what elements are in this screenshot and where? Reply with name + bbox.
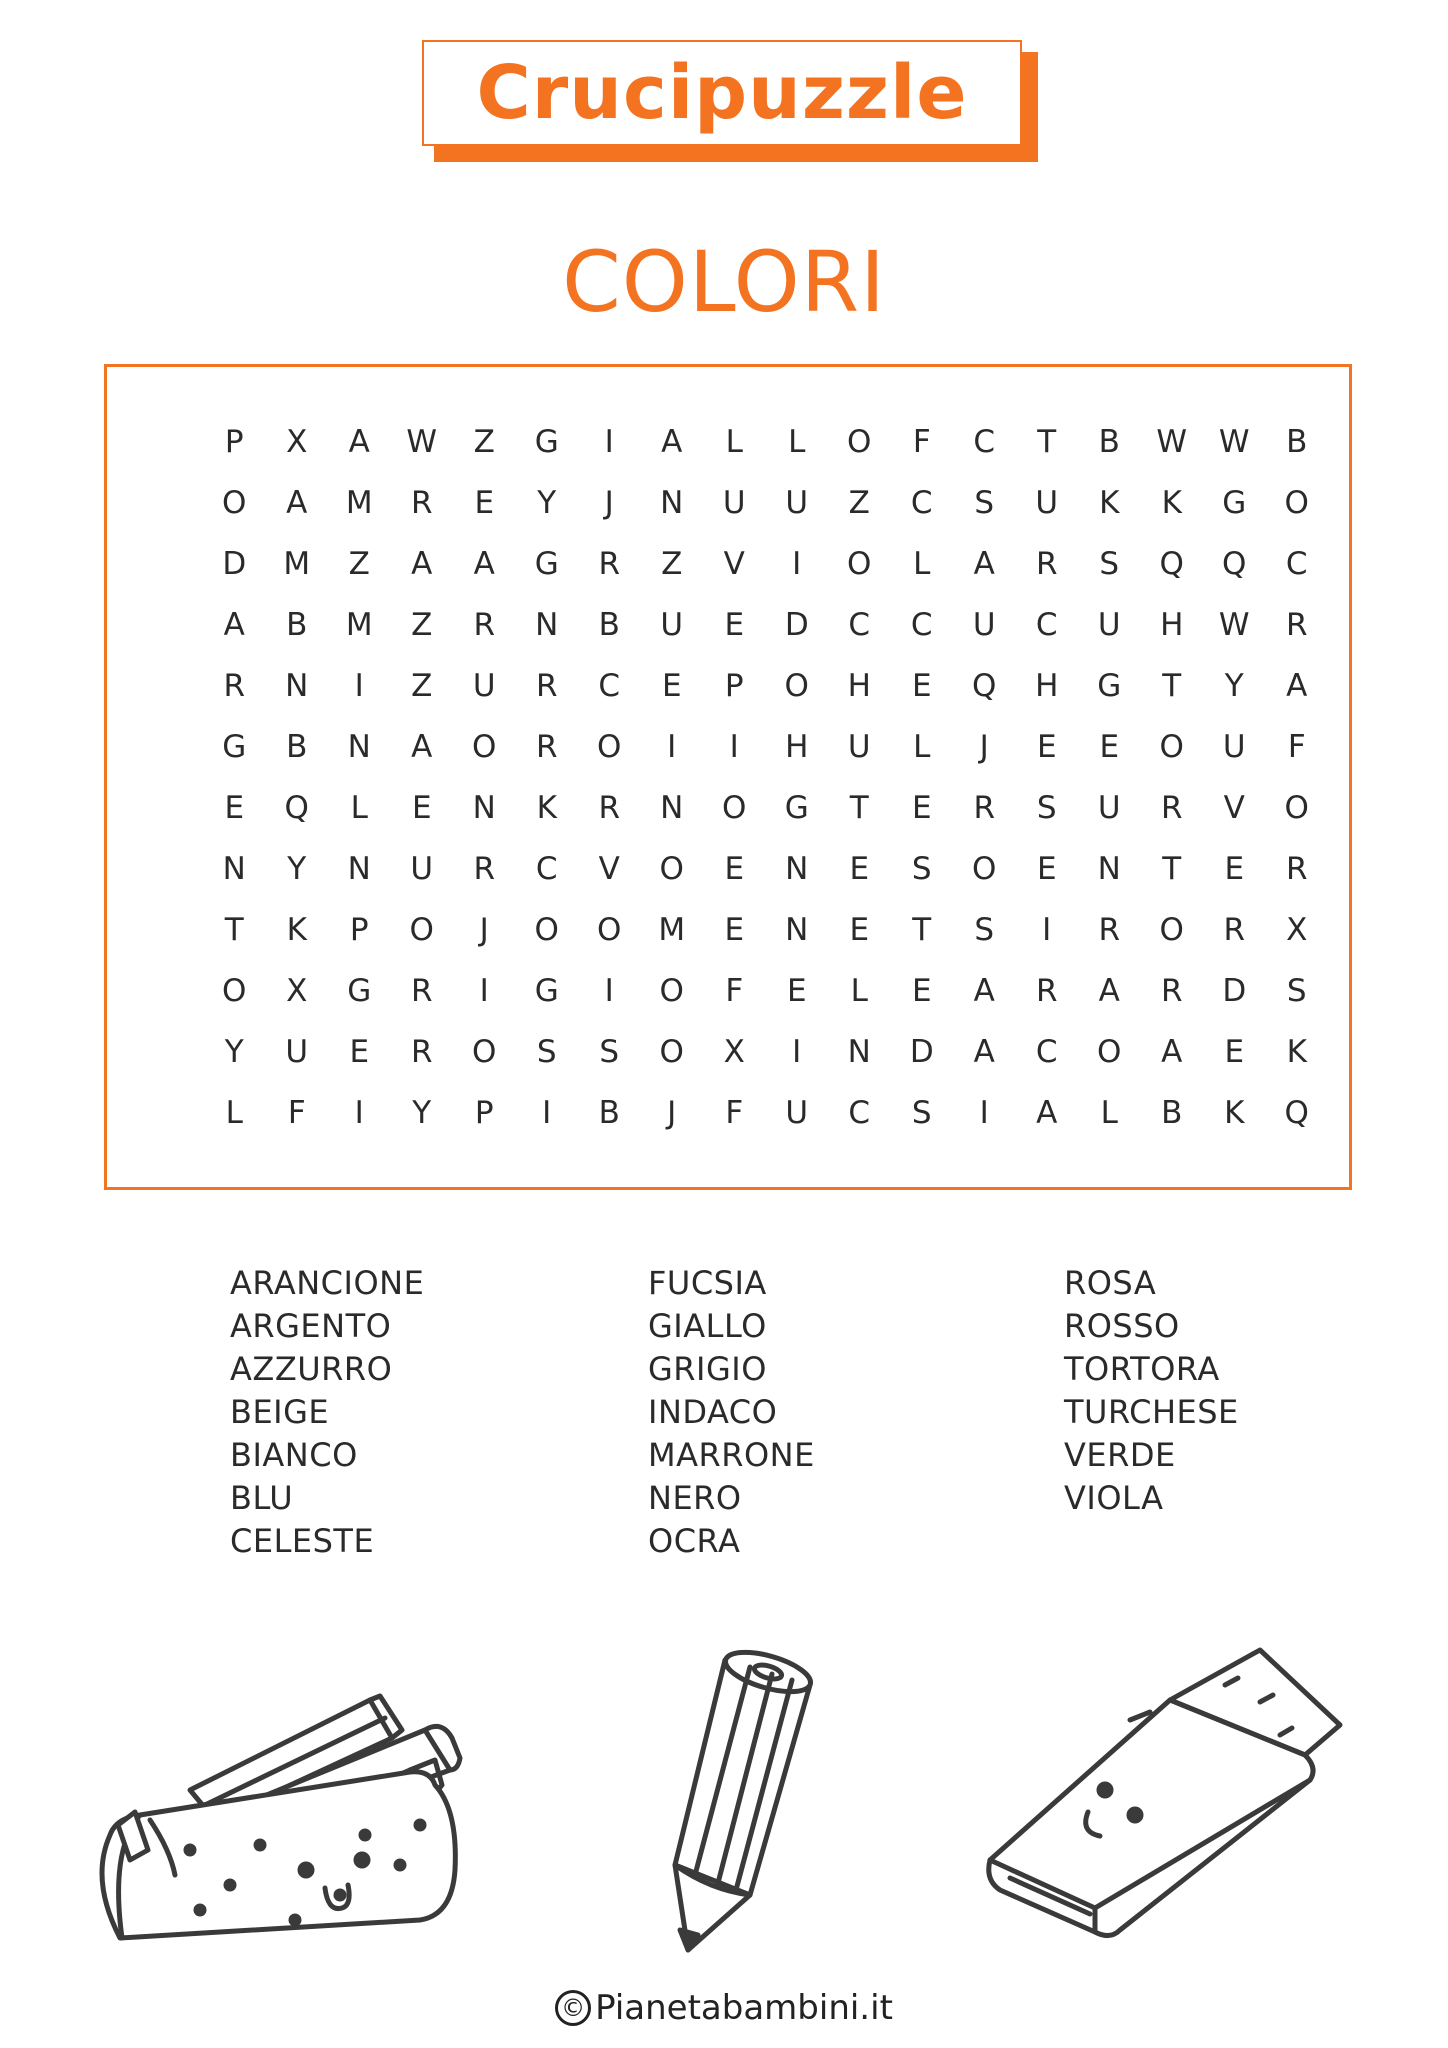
letter-grid	[203, 412, 1328, 1144]
grid-letter: A	[348, 424, 370, 460]
grid-letter: G	[534, 973, 559, 1009]
grid-letter: R	[223, 668, 246, 704]
grid-letter: F	[912, 424, 931, 460]
grid-letter: V	[1223, 790, 1245, 826]
grid-letter: E	[911, 668, 932, 704]
grid-letter: A	[1286, 668, 1308, 704]
grid-letter: R	[598, 790, 621, 826]
grid-letter: B	[1161, 1095, 1183, 1131]
grid-letter: S	[536, 1034, 557, 1070]
grid-letter: O	[409, 912, 434, 948]
grid-letter: O	[972, 851, 997, 887]
grid-letter: I	[792, 1034, 802, 1070]
grid-letter: P	[474, 1095, 494, 1131]
grid-letter: M	[345, 485, 373, 521]
grid-letter: U	[1222, 729, 1246, 765]
grid-letter: X	[286, 424, 308, 460]
grid-letter: C	[848, 607, 871, 643]
grid-letter: F	[725, 973, 744, 1009]
grid-letter: N	[785, 912, 809, 948]
grid-letter: K	[1099, 485, 1120, 521]
word-item: ROSSO	[1064, 1307, 1180, 1345]
grid-letter: I	[792, 546, 802, 582]
grid-letter: L	[725, 424, 743, 460]
grid-letter: Z	[348, 546, 370, 582]
grid-letter: Z	[411, 607, 433, 643]
grid-letter: V	[598, 851, 620, 887]
grid-letter: E	[1224, 1034, 1245, 1070]
grid-letter: R	[1285, 851, 1308, 887]
grid-letter: Z	[661, 546, 683, 582]
grid-letter: E	[661, 668, 682, 704]
grid-letter: G	[1097, 668, 1122, 704]
grid-letter: D	[784, 607, 809, 643]
grid-letter: O	[847, 424, 872, 460]
grid-letter: R	[473, 607, 496, 643]
grid-letter: Z	[411, 668, 433, 704]
grid-letter: M	[658, 912, 686, 948]
word-item: TORTORA	[1064, 1350, 1220, 1388]
grid-letter: I	[1042, 912, 1052, 948]
grid-letter: D	[909, 1034, 934, 1070]
grid-letter: E	[786, 973, 807, 1009]
grid-letter: N	[222, 851, 246, 887]
grid-letter: C	[910, 485, 933, 521]
grid-letter: I	[604, 973, 614, 1009]
grid-letter: V	[723, 546, 745, 582]
grid-letter: R	[1035, 546, 1058, 582]
footer	[0, 1988, 1448, 2028]
grid-letter: G	[534, 424, 559, 460]
word-item: FUCSIA	[648, 1264, 767, 1302]
grid-letter: U	[847, 729, 871, 765]
grid-letter: F	[287, 1095, 306, 1131]
grid-letter: L	[850, 973, 868, 1009]
grid-letter: I	[354, 668, 364, 704]
grid-letter: H	[1160, 607, 1184, 643]
grid-letter: Y	[224, 1034, 244, 1070]
grid-letter: P	[724, 668, 744, 704]
grid-letter: O	[1159, 912, 1184, 948]
grid-letter: O	[222, 485, 247, 521]
grid-letter: N	[847, 1034, 871, 1070]
grid-letter: G	[534, 546, 559, 582]
grid-letter: O	[784, 668, 809, 704]
grid-letter: Z	[848, 485, 870, 521]
grid-letter: N	[1097, 851, 1121, 887]
grid-letter: A	[1036, 1095, 1058, 1131]
grid-letter: K	[1161, 485, 1182, 521]
grid-letter: T	[1162, 668, 1182, 704]
word-item: VIOLA	[1064, 1479, 1164, 1517]
copyright-icon: ©	[555, 1990, 591, 2026]
word-item: ARGENTO	[230, 1307, 392, 1345]
grid-letter: U	[785, 485, 809, 521]
grid-letter: Y	[1224, 668, 1244, 704]
word-search-box	[104, 364, 1352, 1190]
grid-letter: C	[535, 851, 558, 887]
site-name: Pianetabambini.it	[595, 1988, 893, 2028]
grid-letter: S	[1099, 546, 1120, 582]
word-item: BIANCO	[230, 1436, 358, 1474]
grid-letter: T	[1037, 424, 1057, 460]
grid-letter: R	[1035, 973, 1058, 1009]
grid-letter: I	[979, 1095, 989, 1131]
grid-letter: N	[660, 790, 684, 826]
grid-letter: U	[472, 668, 496, 704]
grid-letter: H	[785, 729, 809, 765]
word-item: AZZURRO	[230, 1350, 393, 1388]
grid-letter: R	[410, 1034, 433, 1070]
grid-letter: O	[659, 1034, 684, 1070]
grid-letter: E	[849, 851, 870, 887]
grid-letter: S	[1036, 790, 1057, 826]
grid-letter: T	[224, 912, 244, 948]
grid-letter: B	[598, 607, 620, 643]
word-item: ARANCIONE	[230, 1264, 425, 1302]
grid-letter: S	[911, 851, 932, 887]
grid-letter: R	[410, 973, 433, 1009]
grid-letter: A	[661, 424, 683, 460]
grid-letter: S	[1286, 973, 1307, 1009]
grid-letter: I	[542, 1095, 552, 1131]
grid-letter: I	[354, 1095, 364, 1131]
grid-letter: O	[1159, 729, 1184, 765]
grid-letter: N	[285, 668, 309, 704]
grid-letter: B	[598, 1095, 620, 1131]
grid-letter: S	[911, 1095, 932, 1131]
grid-letter: I	[604, 424, 614, 460]
grid-letter: A	[973, 973, 995, 1009]
grid-letter: P	[224, 424, 244, 460]
grid-letter: B	[1098, 424, 1120, 460]
grid-letter: A	[1161, 1034, 1183, 1070]
grid-letter: G	[784, 790, 809, 826]
grid-letter: O	[597, 912, 622, 948]
grid-letter: E	[224, 790, 245, 826]
grid-letter: G	[222, 729, 247, 765]
grid-letter: K	[1224, 1095, 1245, 1131]
eraser-icon	[970, 1640, 1360, 1960]
grid-letter: N	[347, 729, 371, 765]
grid-letter: T	[1162, 851, 1182, 887]
badge-label: Crucipuzzle	[476, 50, 968, 136]
grid-letter: E	[411, 790, 432, 826]
grid-letter: N	[472, 790, 496, 826]
grid-letter: R	[1160, 973, 1183, 1009]
grid-letter: L	[1100, 1095, 1118, 1131]
badge-frame	[422, 40, 1022, 146]
word-list-column-2	[648, 1262, 815, 1563]
grid-letter: R	[1098, 912, 1121, 948]
grid-letter: O	[659, 851, 684, 887]
grid-letter: W	[1218, 607, 1250, 643]
word-item: NERO	[648, 1479, 742, 1517]
grid-letter: E	[474, 485, 495, 521]
grid-letter: C	[1285, 546, 1308, 582]
grid-letter: R	[1160, 790, 1183, 826]
grid-letter: Q	[1284, 1095, 1309, 1131]
grid-letter: E	[724, 851, 745, 887]
grid-letter: C	[1035, 1034, 1058, 1070]
grid-letter: Q	[972, 668, 997, 704]
word-item: TURCHESE	[1064, 1393, 1239, 1431]
grid-letter: T	[912, 912, 932, 948]
grid-letter: E	[911, 790, 932, 826]
grid-letter: R	[1223, 912, 1246, 948]
grid-letter: T	[849, 790, 869, 826]
grid-letter: O	[1284, 790, 1309, 826]
grid-letter: D	[222, 546, 247, 582]
word-item: CELESTE	[230, 1522, 375, 1560]
grid-letter: R	[598, 546, 621, 582]
grid-letter: E	[1224, 851, 1245, 887]
grid-letter: Z	[473, 424, 495, 460]
grid-letter: E	[724, 607, 745, 643]
grid-letter: Q	[284, 790, 309, 826]
grid-letter: N	[660, 485, 684, 521]
grid-letter: B	[1286, 424, 1308, 460]
grid-letter: A	[973, 1034, 995, 1070]
grid-letter: U	[785, 1095, 809, 1131]
grid-letter: M	[283, 546, 311, 582]
grid-letter: S	[974, 485, 995, 521]
word-item: MARRONE	[648, 1436, 815, 1474]
grid-letter: N	[535, 607, 559, 643]
grid-letter: F	[725, 1095, 744, 1131]
grid-letter: C	[1035, 607, 1058, 643]
grid-letter: U	[972, 607, 996, 643]
grid-letter: O	[472, 729, 497, 765]
grid-letter: S	[599, 1034, 620, 1070]
grid-letter: U	[722, 485, 746, 521]
grid-letter: A	[223, 607, 245, 643]
grid-letter: W	[406, 424, 438, 460]
grid-letter: L	[913, 546, 931, 582]
grid-letter: U	[660, 607, 684, 643]
grid-letter: A	[411, 546, 433, 582]
grid-letter: Y	[287, 851, 307, 887]
grid-letter: J	[479, 912, 489, 948]
grid-letter: U	[410, 851, 434, 887]
grid-letter: X	[1286, 912, 1308, 948]
grid-letter: D	[1222, 973, 1247, 1009]
grid-letter: E	[1036, 851, 1057, 887]
word-item: BEIGE	[230, 1393, 330, 1431]
grid-letter: B	[286, 607, 308, 643]
grid-letter: O	[534, 912, 559, 948]
grid-letter: W	[1156, 424, 1188, 460]
grid-letter: C	[973, 424, 996, 460]
grid-letter: A	[473, 546, 495, 582]
word-item: GIALLO	[648, 1307, 767, 1345]
page-title: COLORI	[562, 233, 886, 331]
grid-letter: K	[536, 790, 557, 826]
grid-letter: O	[1284, 485, 1309, 521]
grid-letter: G	[1222, 485, 1247, 521]
grid-letter: E	[911, 973, 932, 1009]
word-list-column-3	[1064, 1262, 1239, 1520]
grid-letter: R	[535, 729, 558, 765]
grid-letter: Q	[1159, 546, 1184, 582]
grid-letter: G	[347, 973, 372, 1009]
grid-letter: W	[1218, 424, 1250, 460]
grid-letter: R	[410, 485, 433, 521]
grid-letter: L	[225, 1095, 243, 1131]
grid-letter: U	[1035, 485, 1059, 521]
word-item: BLU	[230, 1479, 294, 1517]
grid-letter: N	[785, 851, 809, 887]
grid-letter: N	[347, 851, 371, 887]
grid-letter: O	[597, 729, 622, 765]
grid-letter: A	[973, 546, 995, 582]
grid-letter: C	[848, 1095, 871, 1131]
grid-letter: E	[724, 912, 745, 948]
grid-letter: O	[472, 1034, 497, 1070]
grid-letter: E	[849, 912, 870, 948]
grid-letter: U	[1097, 607, 1121, 643]
grid-letter: H	[847, 668, 871, 704]
grid-letter: C	[910, 607, 933, 643]
word-item: GRIGIO	[648, 1350, 767, 1388]
grid-letter: I	[729, 729, 739, 765]
grid-letter: U	[285, 1034, 309, 1070]
grid-letter: A	[1098, 973, 1120, 1009]
grid-letter: L	[350, 790, 368, 826]
grid-letter: A	[286, 485, 308, 521]
pencil-icon	[640, 1630, 850, 1960]
pencil-case-icon	[80, 1620, 510, 1960]
word-list-column-1	[230, 1262, 424, 1563]
grid-letter: K	[1286, 1034, 1307, 1070]
word-item: VERDE	[1064, 1436, 1176, 1474]
grid-letter: F	[1287, 729, 1306, 765]
grid-letter: B	[286, 729, 308, 765]
grid-letter: R	[1285, 607, 1308, 643]
grid-letter: O	[847, 546, 872, 582]
grid-letter: P	[349, 912, 369, 948]
grid-letter: H	[1035, 668, 1059, 704]
grid-letter: O	[1097, 1034, 1122, 1070]
grid-letter: X	[286, 973, 308, 1009]
grid-letter: O	[722, 790, 747, 826]
grid-letter: Y	[537, 485, 557, 521]
word-item: INDACO	[648, 1393, 778, 1431]
grid-letter: S	[974, 912, 995, 948]
grid-letter: E	[1099, 729, 1120, 765]
grid-letter: I	[479, 973, 489, 1009]
grid-letter: K	[286, 912, 307, 948]
grid-letter: E	[1036, 729, 1057, 765]
grid-letter: J	[604, 485, 614, 521]
grid-letter: E	[349, 1034, 370, 1070]
grid-letter: M	[345, 607, 373, 643]
grid-letter: X	[723, 1034, 745, 1070]
grid-letter: L	[788, 424, 806, 460]
grid-letter: U	[1097, 790, 1121, 826]
word-item: OCRA	[648, 1522, 741, 1560]
grid-letter: O	[659, 973, 684, 1009]
grid-letter: R	[473, 851, 496, 887]
grid-letter: A	[411, 729, 433, 765]
grid-letter: J	[667, 1095, 677, 1131]
grid-letter: R	[535, 668, 558, 704]
grid-letter: L	[913, 729, 931, 765]
grid-letter: R	[973, 790, 996, 826]
grid-letter: O	[222, 973, 247, 1009]
grid-letter: I	[667, 729, 677, 765]
word-item: ROSA	[1064, 1264, 1157, 1302]
grid-letter: C	[598, 668, 621, 704]
grid-letter: J	[979, 729, 989, 765]
header-badge	[422, 40, 1026, 150]
grid-letter: Q	[1222, 546, 1247, 582]
grid-letter: Y	[412, 1095, 432, 1131]
